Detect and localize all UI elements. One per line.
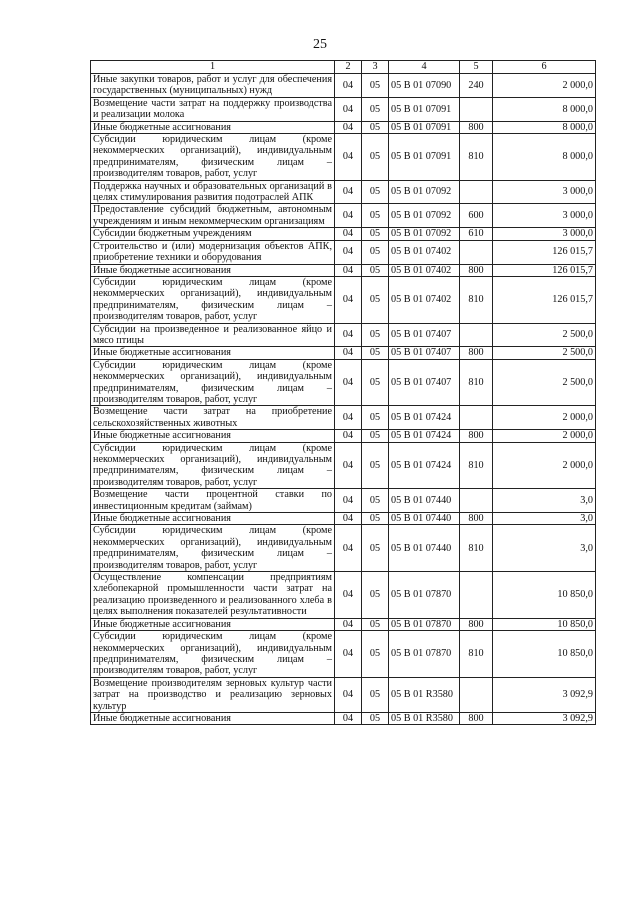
row-subsection: 05 xyxy=(362,180,389,204)
row-expense-type: 800 xyxy=(460,513,493,525)
row-expense-type xyxy=(460,406,493,430)
row-section: 04 xyxy=(335,572,362,619)
header-col-2: 2 xyxy=(335,61,362,74)
row-description: Иные бюджетные ассигнования xyxy=(91,513,335,525)
row-section: 04 xyxy=(335,121,362,133)
row-expense-type: 810 xyxy=(460,276,493,323)
row-description: Иные бюджетные ассигнования xyxy=(91,430,335,442)
row-expense-type: 800 xyxy=(460,121,493,133)
row-expense-type xyxy=(460,489,493,513)
row-description: Строительство и (или) модернизация объектов АПК, приобретение техники и оборудования xyxy=(91,240,335,264)
table-row xyxy=(91,276,596,323)
table-row xyxy=(91,180,596,204)
row-target-code: 05 В 01 07092 xyxy=(389,204,460,228)
row-target-code: 05 В 01 07407 xyxy=(389,347,460,359)
row-subsection: 05 xyxy=(362,430,389,442)
table-row xyxy=(91,240,596,264)
row-amount: 3,0 xyxy=(493,525,596,572)
row-amount: 2 000,0 xyxy=(493,442,596,489)
row-subsection: 05 xyxy=(362,276,389,323)
row-expense-type xyxy=(460,97,493,121)
row-expense-type: 600 xyxy=(460,204,493,228)
row-subsection: 05 xyxy=(362,97,389,121)
row-target-code: 05 В 01 07870 xyxy=(389,631,460,678)
row-target-code: 05 В 01 07092 xyxy=(389,180,460,204)
row-description: Иные бюджетные ассигнования xyxy=(91,121,335,133)
row-target-code: 05 В 01 07091 xyxy=(389,97,460,121)
row-amount: 3 000,0 xyxy=(493,180,596,204)
row-amount: 8 000,0 xyxy=(493,134,596,181)
table-row xyxy=(91,406,596,430)
row-subsection: 05 xyxy=(362,228,389,240)
row-section: 04 xyxy=(335,513,362,525)
row-target-code: 05 В 01 07870 xyxy=(389,572,460,619)
row-section: 04 xyxy=(335,134,362,181)
row-subsection: 05 xyxy=(362,618,389,630)
row-expense-type: 240 xyxy=(460,74,493,98)
row-description: Иные бюджетные ассигнования xyxy=(91,712,335,724)
table-row xyxy=(91,442,596,489)
table-row xyxy=(91,489,596,513)
row-amount: 3 000,0 xyxy=(493,228,596,240)
table-row xyxy=(91,572,596,619)
row-target-code: 05 В 01 R3580 xyxy=(389,712,460,724)
row-expense-type: 800 xyxy=(460,712,493,724)
row-subsection: 05 xyxy=(362,677,389,712)
row-section: 04 xyxy=(335,180,362,204)
header-col-4: 4 xyxy=(389,61,460,74)
row-amount: 3,0 xyxy=(493,489,596,513)
table-row xyxy=(91,677,596,712)
row-description: Возмещение производителям зерновых культур части затрат на производство и реализацию зерновых культур xyxy=(91,677,335,712)
table-row xyxy=(91,618,596,630)
row-section: 04 xyxy=(335,264,362,276)
row-section: 04 xyxy=(335,618,362,630)
row-description: Субсидии юридическим лицам (кроме некоммерческих организаций), индивидуальным предпринимателям, физическим лицам – производителям товаров, работ, услуг xyxy=(91,134,335,181)
table-row xyxy=(91,134,596,181)
row-target-code: 05 В 01 R3580 xyxy=(389,677,460,712)
row-section: 04 xyxy=(335,276,362,323)
row-amount: 2 500,0 xyxy=(493,359,596,406)
row-amount: 8 000,0 xyxy=(493,97,596,121)
row-section: 04 xyxy=(335,347,362,359)
row-amount: 126 015,7 xyxy=(493,264,596,276)
row-amount: 2 500,0 xyxy=(493,347,596,359)
row-description: Возмещение части процентной ставки по инвестиционным кредитам (займам) xyxy=(91,489,335,513)
row-expense-type: 810 xyxy=(460,359,493,406)
row-target-code: 05 В 01 07407 xyxy=(389,359,460,406)
row-target-code: 05 В 01 07407 xyxy=(389,323,460,347)
row-amount: 126 015,7 xyxy=(493,276,596,323)
header-col-6: 6 xyxy=(493,61,596,74)
table-row xyxy=(91,430,596,442)
row-description: Иные закупки товаров, работ и услуг для обеспечения государственных (муниципальных) нужд xyxy=(91,74,335,98)
row-subsection: 05 xyxy=(362,359,389,406)
header-col-1: 1 xyxy=(91,61,335,74)
row-expense-type xyxy=(460,240,493,264)
row-description: Субсидии юридическим лицам (кроме некоммерческих организаций), индивидуальным предпринимателям, физическим лицам – производителям товаров, работ, услуг xyxy=(91,359,335,406)
row-expense-type: 810 xyxy=(460,134,493,181)
row-amount: 2 000,0 xyxy=(493,406,596,430)
row-description: Субсидии юридическим лицам (кроме некоммерческих организаций), индивидуальным предпринимателям, физическим лицам – производителям товаров, работ, услуг xyxy=(91,442,335,489)
row-subsection: 05 xyxy=(362,204,389,228)
table-row xyxy=(91,323,596,347)
table-row xyxy=(91,264,596,276)
row-expense-type: 800 xyxy=(460,430,493,442)
row-amount: 3 092,9 xyxy=(493,677,596,712)
row-section: 04 xyxy=(335,430,362,442)
row-amount: 3 092,9 xyxy=(493,712,596,724)
row-expense-type: 800 xyxy=(460,618,493,630)
row-section: 04 xyxy=(335,240,362,264)
row-amount: 2 000,0 xyxy=(493,430,596,442)
row-amount: 3,0 xyxy=(493,513,596,525)
table-row xyxy=(91,359,596,406)
row-subsection: 05 xyxy=(362,513,389,525)
row-target-code: 05 В 01 07092 xyxy=(389,228,460,240)
row-target-code: 05 В 01 07091 xyxy=(389,121,460,133)
row-subsection: 05 xyxy=(362,572,389,619)
row-section: 04 xyxy=(335,204,362,228)
row-section: 04 xyxy=(335,228,362,240)
row-section: 04 xyxy=(335,525,362,572)
row-expense-type xyxy=(460,180,493,204)
table-row xyxy=(91,631,596,678)
row-target-code: 05 В 01 07402 xyxy=(389,264,460,276)
row-description: Поддержка научных и образовательных организаций в целях стимулирования развития подотраслей АПК xyxy=(91,180,335,204)
row-description: Возмещение части затрат на поддержку производства и реализации молока xyxy=(91,97,335,121)
table-row xyxy=(91,121,596,133)
row-amount: 10 850,0 xyxy=(493,618,596,630)
row-target-code: 05 В 01 07440 xyxy=(389,489,460,513)
header-row xyxy=(91,61,596,74)
row-description: Иные бюджетные ассигнования xyxy=(91,618,335,630)
row-description: Возмещение части затрат на приобретение сельскохозяйственных животных xyxy=(91,406,335,430)
row-target-code: 05 В 01 07090 xyxy=(389,74,460,98)
row-subsection: 05 xyxy=(362,406,389,430)
row-expense-type: 800 xyxy=(460,347,493,359)
row-expense-type xyxy=(460,572,493,619)
row-expense-type xyxy=(460,323,493,347)
row-expense-type: 810 xyxy=(460,442,493,489)
row-section: 04 xyxy=(335,677,362,712)
row-description: Субсидии юридическим лицам (кроме некоммерческих организаций), индивидуальным предпринимателям, физическим лицам – производителям товаров, работ, услуг xyxy=(91,525,335,572)
row-amount: 3 000,0 xyxy=(493,204,596,228)
row-description: Субсидии бюджетным учреждениям xyxy=(91,228,335,240)
table-row xyxy=(91,204,596,228)
row-section: 04 xyxy=(335,442,362,489)
row-expense-type xyxy=(460,677,493,712)
header-col-5: 5 xyxy=(460,61,493,74)
row-description: Иные бюджетные ассигнования xyxy=(91,347,335,359)
row-target-code: 05 В 01 07402 xyxy=(389,240,460,264)
row-section: 04 xyxy=(335,406,362,430)
row-amount: 10 850,0 xyxy=(493,572,596,619)
table-body xyxy=(91,74,596,725)
row-description: Субсидии на произведенное и реализованное яйцо и мясо птицы xyxy=(91,323,335,347)
row-subsection: 05 xyxy=(362,240,389,264)
row-subsection: 05 xyxy=(362,489,389,513)
row-amount: 10 850,0 xyxy=(493,631,596,678)
row-target-code: 05 В 01 07440 xyxy=(389,525,460,572)
row-expense-type: 810 xyxy=(460,631,493,678)
row-subsection: 05 xyxy=(362,347,389,359)
row-section: 04 xyxy=(335,489,362,513)
row-section: 04 xyxy=(335,323,362,347)
row-subsection: 05 xyxy=(362,121,389,133)
row-description: Осуществление компенсации предприятиям хлебопекарной промышленности части затрат на реализацию произведенного и реализованного хлеба в целях выполнения показателей результативности xyxy=(91,572,335,619)
row-target-code: 05 В 01 07402 xyxy=(389,276,460,323)
header-col-3: 3 xyxy=(362,61,389,74)
row-amount: 2 000,0 xyxy=(493,74,596,98)
table-row xyxy=(91,97,596,121)
row-section: 04 xyxy=(335,359,362,406)
row-description: Иные бюджетные ассигнования xyxy=(91,264,335,276)
row-target-code: 05 В 01 07870 xyxy=(389,618,460,630)
table-row xyxy=(91,74,596,98)
page-number: 25 xyxy=(313,37,327,52)
row-description: Субсидии юридическим лицам (кроме некоммерческих организаций), индивидуальным предпринимателям, физическим лицам – производителям товаров, работ, услуг xyxy=(91,276,335,323)
row-section: 04 xyxy=(335,631,362,678)
row-expense-type: 610 xyxy=(460,228,493,240)
row-subsection: 05 xyxy=(362,323,389,347)
row-description: Субсидии юридическим лицам (кроме некоммерческих организаций), индивидуальным предпринимателям, физическим лицам – производителям товаров, работ, услуг xyxy=(91,631,335,678)
row-section: 04 xyxy=(335,74,362,98)
row-subsection: 05 xyxy=(362,74,389,98)
table-row xyxy=(91,228,596,240)
row-subsection: 05 xyxy=(362,134,389,181)
row-target-code: 05 В 01 07091 xyxy=(389,134,460,181)
row-target-code: 05 В 01 07440 xyxy=(389,513,460,525)
table-row xyxy=(91,525,596,572)
table-row xyxy=(91,347,596,359)
row-subsection: 05 xyxy=(362,442,389,489)
row-subsection: 05 xyxy=(362,525,389,572)
row-description: Предоставление субсидий бюджетным, автономным учреждениям и иным некоммерческим организациям xyxy=(91,204,335,228)
row-subsection: 05 xyxy=(362,631,389,678)
row-amount: 126 015,7 xyxy=(493,240,596,264)
row-target-code: 05 В 01 07424 xyxy=(389,442,460,489)
row-expense-type: 810 xyxy=(460,525,493,572)
row-subsection: 05 xyxy=(362,712,389,724)
table-row xyxy=(91,712,596,724)
budget-table xyxy=(90,60,596,725)
row-target-code: 05 В 01 07424 xyxy=(389,430,460,442)
row-subsection: 05 xyxy=(362,264,389,276)
row-target-code: 05 В 01 07424 xyxy=(389,406,460,430)
row-amount: 2 500,0 xyxy=(493,323,596,347)
table-row xyxy=(91,513,596,525)
row-section: 04 xyxy=(335,97,362,121)
row-amount: 8 000,0 xyxy=(493,121,596,133)
row-section: 04 xyxy=(335,712,362,724)
row-expense-type: 800 xyxy=(460,264,493,276)
